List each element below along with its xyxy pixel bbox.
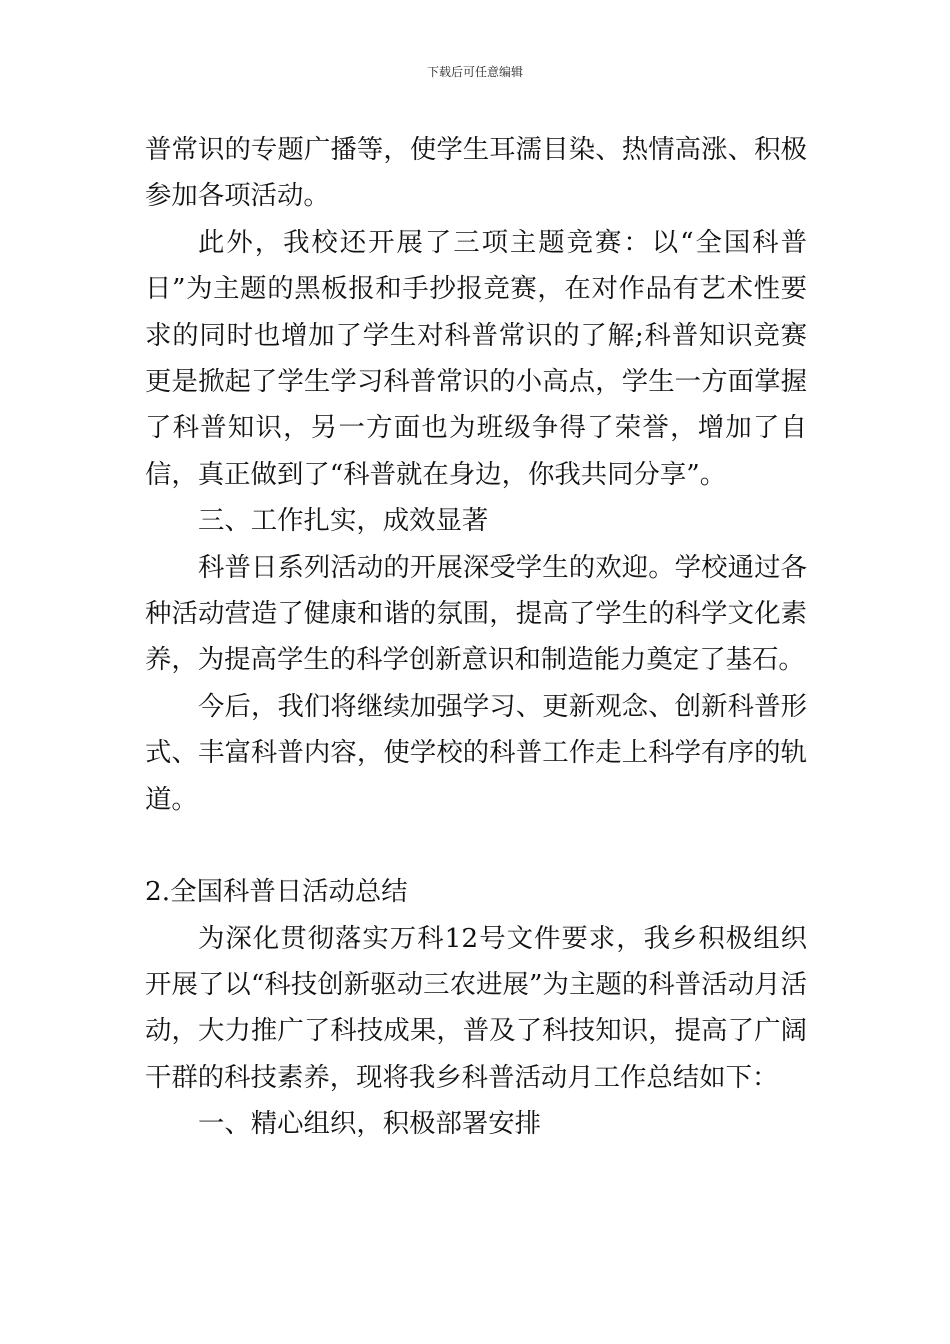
paragraph-future: 今后，我们将继续加强学习、更新观念、创新科普形式、丰富科普内容，使学校的科普工作走上科学有序的轨道。	[145, 690, 807, 815]
paragraph-competitions: 此外，我校还开展了三项主题竞赛：以“全国科普日”为主题的黑板报和手抄报竞赛，在对作品有艺术性要求的同时也增加了学生对科普常识的了解;科普知识竞赛更是掀起了学生学习科普常识的小高点，学生一方面掌握了科普知识，另一方面也为班级争得了荣誉，增加了自信，真正做到了“科普就在身边，你我共同分享”。	[145, 226, 807, 490]
paragraph-continuation: 普常识的专题广播等，使学生耳濡目染、热情高涨、积极参加各项活动。	[145, 134, 807, 212]
page-header-note: 下载后可任意编辑	[426, 65, 523, 79]
document-body	[145, 127, 807, 1148]
paragraph-effects: 科普日系列活动的开展深受学生的欢迎。学校通过各种活动营造了健康和谐的氛围，提高了学生的科学文化素养，为提高学生的科学创新意识和制造能力奠定了基石。	[145, 551, 807, 676]
section-heading-organization: 一、精心组织，积极部署安排	[198, 1108, 542, 1140]
section-heading-results: 三、工作扎实，成效显著	[198, 505, 489, 537]
document-section-title: 2.全国科普日活动总结	[145, 876, 408, 908]
blank-line	[145, 823, 807, 869]
paragraph-intro: 为深化贯彻落实万科12号文件要求，我乡积极组织开展了以“科技创新驱动三农进展”为主题的科普活动月活动，大力推广了科技成果，普及了科技知识，提高了广阔干群的科技素养，现将我乡科普活动月工作总结如下：	[145, 922, 807, 1093]
